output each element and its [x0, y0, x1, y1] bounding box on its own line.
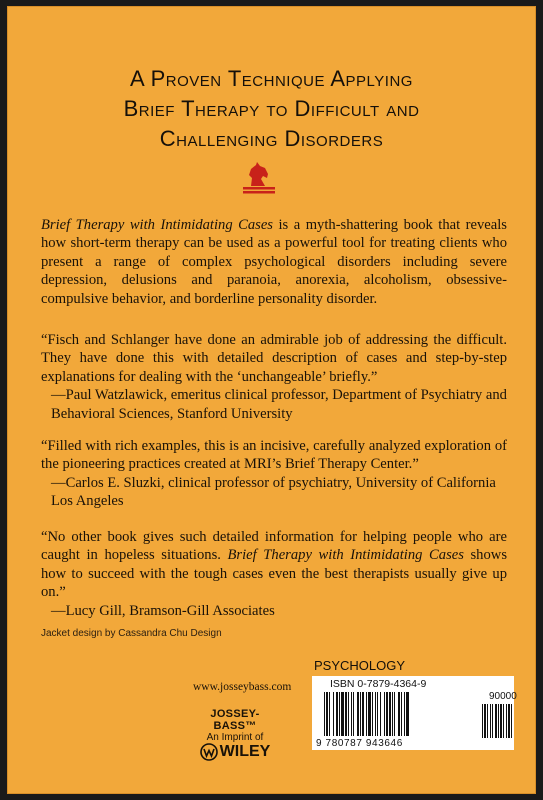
quote-text: “Filled with rich examples, this is an incisive, carefully analyzed exploration of the pioneering practices created at MRI’s Brief Therapy Center.”: [41, 438, 507, 473]
barcode-bar: [377, 692, 378, 736]
headline: [7, 64, 536, 154]
headline-line-1: A Proven Technique Applying: [130, 66, 413, 91]
chess-knight-icon: [239, 160, 279, 196]
back-cover: [7, 6, 536, 794]
barcode-bar: [401, 692, 402, 736]
quote-attribution: —Carlos E. Sluzki, clinical professor of psychiatry, University of California Los Angeles: [51, 474, 496, 510]
barcode-bar: [333, 692, 334, 736]
barcode-bar: [353, 692, 354, 736]
category-label: PSYCHOLOGY: [314, 658, 406, 673]
barcode-bar: [336, 692, 338, 736]
ean-number: 9 780787 943646: [316, 738, 403, 749]
quote-attribution: —Paul Watzlawick, emeritus clinical professor, Department of Psychiatry and Behavioral Sciences, Stanford University: [51, 387, 507, 422]
barcode-bar: [324, 692, 325, 736]
barcode-bar: [329, 692, 330, 736]
quote-text-before: “No other book gives such detailed information for helping people who are caught in hopeless situations.: [41, 529, 507, 564]
price-code: 90000: [489, 691, 517, 702]
quote-sluzki: [41, 437, 507, 511]
barcode-bar: [339, 692, 340, 736]
addon-bar: [508, 704, 510, 738]
barcode-bar: [357, 692, 359, 736]
barcode-bar: [386, 692, 388, 736]
barcode-bar: [366, 692, 367, 736]
barcode-bar: [362, 692, 364, 736]
quote-attribution: —Lucy Gill, Bramson-Gill Associates: [51, 602, 275, 619]
publisher-block: [195, 708, 275, 761]
barcode-bar: [372, 692, 373, 736]
book-title: Brief Therapy with Intimidating Cases: [41, 217, 273, 233]
barcode-bar: [326, 692, 328, 736]
addon-bar: [506, 704, 507, 738]
barcode-bar: [380, 692, 381, 736]
publisher-parent: [195, 743, 275, 761]
headline-line-2: Brief Therapy to Difficult and: [123, 96, 420, 121]
barcode-bar: [368, 692, 371, 736]
barcode-bar: [375, 692, 376, 736]
quote-book-title: Brief Therapy with Intimidating Cases: [227, 547, 464, 564]
description-text: is a myth-shattering book that reveals how short-term therapy can be used as a powerful tool for treating clients who present a range of complex psychological disorders including severe depression, delusions and paranoia, anorexia, alcoholism, obsessive-compulsive behavior, and borderline personality disorder.: [41, 217, 507, 307]
addon-bar: [503, 704, 504, 738]
barcode-bar: [351, 692, 352, 736]
barcode-bar: [341, 692, 344, 736]
jacket-credit: Jacket design by Cassandra Chu Design: [41, 628, 222, 639]
barcode-bar: [389, 692, 391, 736]
quote-text: “Fisch and Schlanger have done an admirable job of addressing the difficult. They have done this with detailed description of cases and step-by-step explanations for dealing with the ‘unchangeable’ briefly.”: [41, 332, 507, 385]
publisher-name: JOSSEY-BASS™: [210, 708, 260, 732]
addon-bar: [498, 704, 499, 738]
barcode-bar: [404, 692, 405, 736]
addon-bar: [495, 704, 497, 738]
headline-line-3: Challenging Disorders: [159, 126, 384, 151]
publisher-parent-name: WILEY: [219, 743, 271, 760]
quote-watzlawick: [41, 331, 507, 423]
barcode-bar: [398, 692, 400, 736]
quote-text: [41, 528, 507, 602]
quote-text-after: shows how to succeed with the tough cases even the best therapists usually give up on.”: [41, 547, 507, 601]
addon-bar: [482, 704, 483, 738]
addon-bar: [492, 704, 493, 738]
addon-bar: [490, 704, 491, 738]
barcode-bar: [392, 692, 393, 736]
publisher-imprint: An Imprint of: [206, 732, 264, 743]
isbn-number: ISBN 0-7879-4364-9: [330, 678, 427, 690]
barcode-bar: [394, 692, 395, 736]
barcode-bar: [360, 692, 361, 736]
addon-bar: [500, 704, 502, 738]
barcode: [312, 676, 517, 750]
barcode-bar: [348, 692, 349, 736]
addon-bar: [484, 704, 486, 738]
quote-gill: [41, 528, 507, 620]
barcode-bar: [384, 692, 385, 736]
barcode-bar: [406, 692, 409, 736]
barcode-bar: [345, 692, 347, 736]
addon-bar: [511, 704, 512, 738]
addon-bar: [487, 704, 488, 738]
wiley-logo-icon: [200, 743, 218, 761]
book-description: [41, 216, 507, 308]
publisher-website: www.josseybass.com: [193, 681, 292, 693]
